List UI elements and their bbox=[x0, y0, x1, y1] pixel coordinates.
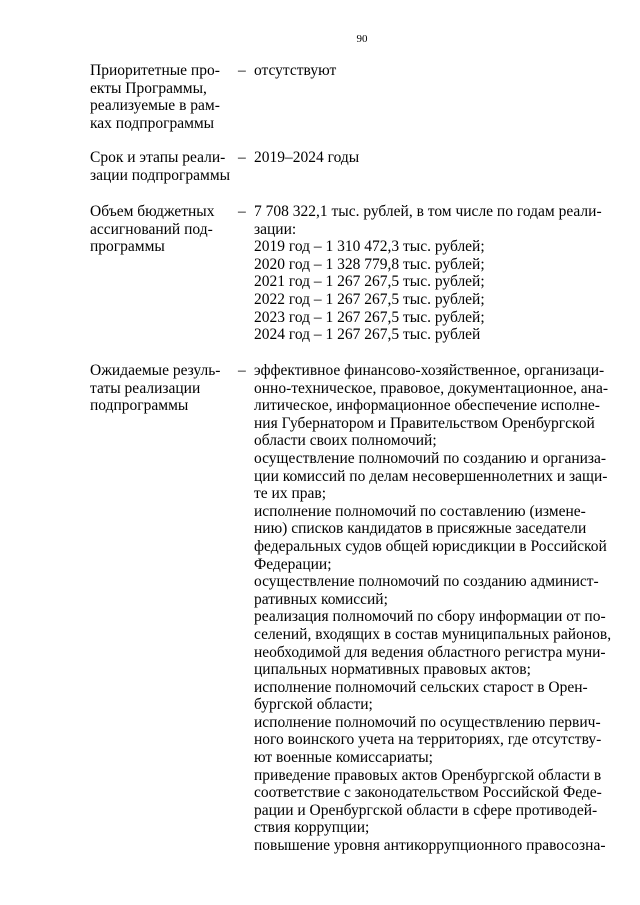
content-line: области своих полномочий; bbox=[254, 432, 437, 450]
row-label bbox=[90, 62, 232, 132]
budget-year-line: 2020 год – 1 328 779,8 тыс. рублей; bbox=[254, 255, 485, 273]
content-line: реализация полномочий по сбору информации от по- bbox=[254, 608, 606, 626]
row-content bbox=[254, 203, 602, 344]
content-line: 7 708 322,1 тыс. рублей, в том числе по годам реали- bbox=[254, 203, 602, 220]
label-line: программы bbox=[90, 238, 165, 256]
content-line: отсутствуют bbox=[254, 62, 337, 79]
content-line: бургской области; bbox=[254, 696, 373, 714]
row-dash: – bbox=[238, 203, 246, 220]
content-line: онно-техническое, правовое, документационное, ана- bbox=[254, 379, 608, 397]
content-line: ции комиссий по делам несовершеннолетних и защи- bbox=[254, 467, 608, 485]
label-line: Ожидаемые резуль- bbox=[90, 362, 221, 379]
content-line: ния Губернатором и Правительством Оренбургской bbox=[254, 414, 595, 432]
row-content bbox=[254, 62, 602, 80]
budget-year-line: 2023 год – 1 267 267,5 тыс. рублей; bbox=[254, 308, 485, 326]
content-line: селений, входящих в состав муниципальных районов, bbox=[254, 625, 612, 643]
label-line: екты Программы, bbox=[90, 79, 207, 97]
label-line: Срок и этапы реали- bbox=[90, 149, 226, 166]
content-line: исполнение полномочий по составлению (изменe- bbox=[254, 502, 586, 520]
budget-year-line: 2019 год – 1 310 472,3 тыс. рублей; bbox=[254, 238, 485, 256]
content-line: ципальных нормативных правовых актов; bbox=[254, 661, 531, 679]
content-line: федеральных судов общей юрисдикции в Российской bbox=[254, 537, 607, 555]
content-line: нию) списков кандидатов в присяжные заседатели bbox=[254, 520, 587, 538]
content-line: осуществление полномочий по созданию админист- bbox=[254, 573, 599, 591]
content-line: повышение уровня антикоррупционного правосозна- bbox=[254, 837, 606, 855]
label-line: подпрограммы bbox=[90, 397, 189, 415]
budget-year-line: 2021 год – 1 267 267,5 тыс. рублей; bbox=[254, 273, 485, 291]
content-line: Федерации; bbox=[254, 555, 332, 573]
content-line: 2019–2024 годы bbox=[254, 149, 360, 166]
row-content bbox=[254, 149, 602, 167]
content-line: необходимой для ведения областного регистра муни- bbox=[254, 643, 606, 661]
label-line: Приоритетные про- bbox=[90, 62, 220, 79]
budget-year-line: 2024 год – 1 267 267,5 тыс. рублей bbox=[254, 326, 481, 344]
content-line: осуществление полномочий по созданию и организа- bbox=[254, 449, 607, 467]
label-line: ках подпрограммы bbox=[90, 114, 215, 132]
content-line: рации и Оренбургской области в сфере противодей- bbox=[254, 801, 598, 819]
content-line: исполнение полномочий сельских старост в Орен- bbox=[254, 678, 588, 696]
page-number: 90 bbox=[356, 33, 368, 45]
label-line: Объем бюджетных bbox=[90, 203, 215, 220]
content-line: приведение правовых актов Оренбургской области в bbox=[254, 766, 602, 784]
content-line: ют военные комиссариаты; bbox=[254, 749, 433, 767]
content-line: ного воинского учета на территориях, где отсутству- bbox=[254, 731, 602, 749]
row-label bbox=[90, 149, 232, 184]
row-dash: – bbox=[238, 362, 246, 379]
content-line: литическое, информационное обеспечение исполне- bbox=[254, 397, 600, 415]
content-line: соответствие с законодательством Российской Феде- bbox=[254, 784, 602, 802]
row-dash: – bbox=[238, 62, 246, 79]
label-line: зации подпрограммы bbox=[90, 166, 231, 184]
label-line: таты реализации bbox=[90, 379, 201, 397]
row-dash: – bbox=[238, 149, 246, 166]
row-label bbox=[90, 362, 232, 415]
label-line: ассигнований под- bbox=[90, 220, 213, 238]
content-line: те их прав; bbox=[254, 485, 326, 503]
content-line: зации: bbox=[254, 220, 297, 238]
content-line: ствия коррупции; bbox=[254, 819, 370, 837]
content-line: эффективное финансово-хозяйственное, организаци- bbox=[254, 362, 605, 379]
row-content bbox=[254, 362, 612, 855]
budget-year-line: 2022 год – 1 267 267,5 тыс. рублей; bbox=[254, 290, 485, 308]
row-label bbox=[90, 203, 232, 256]
content-line: ративных комиссий; bbox=[254, 590, 388, 608]
label-line: реализуемые в рам- bbox=[90, 97, 220, 115]
content-line: исполнение полномочий по осуществлению первич- bbox=[254, 713, 601, 731]
